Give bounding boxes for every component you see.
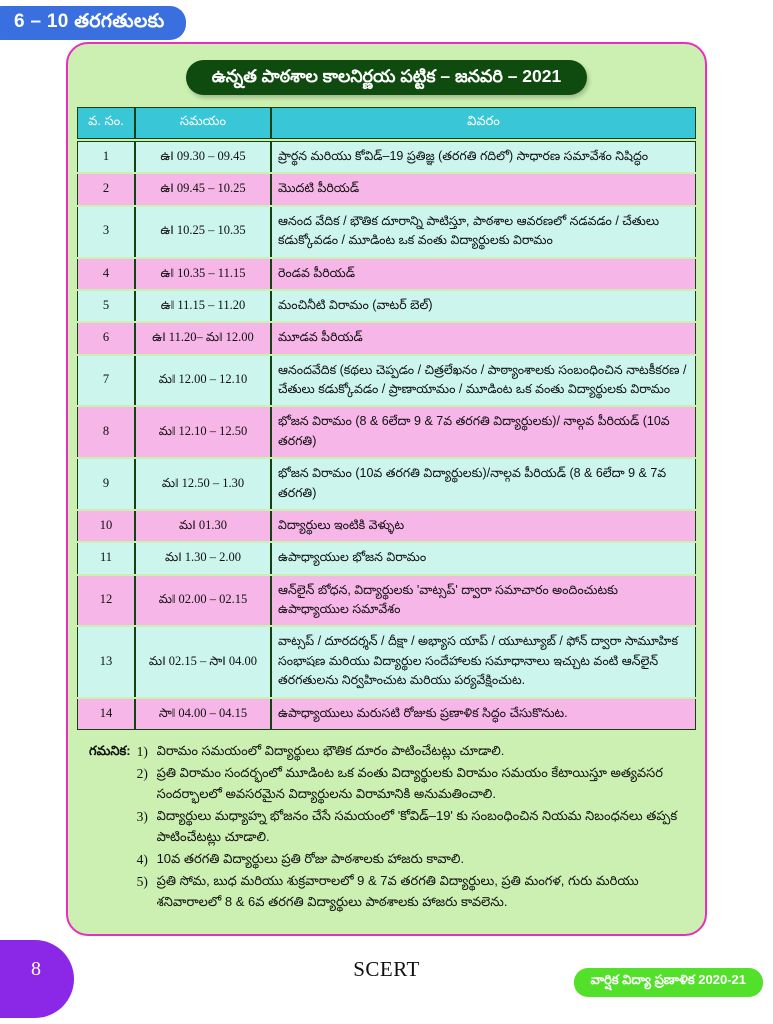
- note-item: [137, 741, 680, 763]
- cell-description: మంచినీటి విరామం (వాటర్ బెల్): [271, 291, 696, 321]
- note-number: 4): [136, 851, 148, 867]
- cell-time: ఉ‖ 11.15 – 11.20: [135, 291, 271, 321]
- cell-serial-number: 14: [77, 699, 135, 730]
- notes-section: [77, 732, 696, 924]
- title-banner: [77, 54, 696, 105]
- notes-lead-label: గమనిక:: [89, 742, 131, 758]
- cell-time: మ‖ 02.00 – 02.15: [135, 576, 271, 626]
- table-row: [77, 407, 696, 457]
- table-row: [77, 207, 696, 257]
- class-range-label: 6 – 10 తరగతులకు: [14, 11, 165, 32]
- cell-description: ఉపాధ్యాయులు మరుసటి రోజుకు ప్రణాళిక సిద్ధం చేసుకొనుట.: [271, 699, 696, 730]
- cell-description: ఆన్‌లైన్ బోధన, విద్యార్థులకు 'వాట్సప్' ద్వారా సమాచారం అందించుటకు ఉపాధ్యాయుల సమావేశం: [271, 576, 696, 626]
- cell-serial-number: 2: [77, 174, 135, 204]
- cell-serial-number: 11: [77, 543, 135, 573]
- cell-description: భోజన విరామం (8 & 6లేదా 9 & 7వ తరగతి విద్యార్థులకు)/ నాల్గవ పీరియడ్ (10వ తరగతి): [271, 407, 696, 457]
- notes-list: [137, 741, 680, 914]
- cell-time: ఉ‖ 09.30 – 09.45: [135, 141, 271, 172]
- cell-description: రెండవ పీరియడ్: [271, 259, 696, 289]
- header-row: [77, 107, 696, 139]
- cell-description: భోజన విరామం (10వ తరగతి విద్యార్థులకు)/నాల్గవ పీరియడ్ (8 & 6లేదా 9 & 7వ తరగతి): [271, 459, 696, 509]
- cell-serial-number: 8: [77, 407, 135, 457]
- cell-description: విద్యార్థులు ఇంటికి వెళ్ళుట: [271, 511, 696, 541]
- note-text: ప్రతి విరామం సందర్భంలో మూడింట ఒక వంతు విద్యార్థులకు విరామం సమయం కేటాయిస్తూ అత్యవసర సందర్భాలలో అవసరమైన విద్యార్థులను విరామానికి అనుమతించాలి.: [156, 765, 664, 802]
- table-row: [77, 576, 696, 626]
- column-header-sno: వ. సం.: [77, 107, 135, 139]
- note-text: 10వ తరగతి విద్యార్థులు ప్రతి రోజు పాఠశాలకు హాజరు కావాలి.: [156, 850, 465, 866]
- page-title: ఉన్నత పాఠశాల కాలనిర్ణయ పట్టిక – జనవరి – 2021: [186, 60, 588, 95]
- footer-pill-label: వార్షిక విద్యా ప్రణాళిక 2020-21: [574, 968, 763, 997]
- cell-serial-number: 7: [77, 356, 135, 406]
- cell-description: ప్రార్థన మరియు కోవిడ్‌–19 ప్రతిజ్ఞ (తరగతి గదిలో) సాధారణ సమావేశం నిషిద్ధం: [271, 141, 696, 172]
- table-row: [77, 543, 696, 573]
- note-number: 2): [136, 766, 148, 782]
- cell-time: ఉ‖ 11.20– మ‖ 12.00: [135, 323, 271, 353]
- note-text: ప్రతి సోమ, బుధ మరియు శుక్రవారాలలో 9 & 7వ తరగతి విద్యార్థులు, ప్రతి మంగళ, గురు మరియు శనివారాలలో 8 & 6వ తరగతి విద్యార్థులు పాఠశాలకు హాజరు కావలెను.: [156, 873, 639, 910]
- note-item: [137, 871, 680, 913]
- column-header-time: సమయం: [135, 107, 271, 139]
- note-item: [137, 806, 680, 848]
- cell-serial-number: 1: [77, 141, 135, 172]
- cell-description: ఆనందవేదిక (కథలు చెప్పడం / చిత్రలేఖనం / పాఠ్యాంశాలకు సంబంధించిన నాటకీకరణ / చేతులు కడుక్కోవడం / ప్రాణాయామం / మూడింట ఒక వంతు విద్యార్థులకు విరామం: [271, 356, 696, 406]
- note-number: 5): [136, 874, 148, 890]
- cell-serial-number: 10: [77, 511, 135, 541]
- cell-time: మ‖ 12.50 – 1.30: [135, 459, 271, 509]
- note-item: [137, 763, 680, 805]
- cell-description: ఉపాధ్యాయుల భోజన విరామం: [271, 543, 696, 573]
- table-row: [77, 511, 696, 541]
- table-row: [77, 356, 696, 406]
- page-number: 8: [31, 958, 41, 980]
- table-row: [77, 141, 696, 172]
- cell-time: ఉ‖ 10.25 – 10.35: [135, 207, 271, 257]
- cell-time: సా‖ 04.00 – 04.15: [135, 699, 271, 730]
- cell-time: ఉ‖ 09.45 – 10.25: [135, 174, 271, 204]
- cell-serial-number: 9: [77, 459, 135, 509]
- cell-description: మూడవ పీరియడ్: [271, 323, 696, 353]
- timetable: [77, 105, 696, 732]
- note-number: 3): [136, 809, 148, 825]
- timetable-card: [66, 42, 707, 936]
- note-text: విరామం సమయంలో విద్యార్థులు భౌతిక దూరం పాటించేటట్లు చూడాలి.: [156, 742, 505, 758]
- timetable-body: [77, 141, 696, 730]
- organization-label: SCERT: [353, 957, 420, 981]
- cell-description: మొదటి పీరియడ్: [271, 174, 696, 204]
- note-item: [137, 849, 680, 871]
- class-range-tab: [0, 6, 186, 40]
- cell-serial-number: 5: [77, 291, 135, 321]
- cell-time: మ‖ 02.15 – సా‖ 04.00: [135, 627, 271, 696]
- table-row: [77, 627, 696, 696]
- cell-time: మ‖ 01.30: [135, 511, 271, 541]
- table-row: [77, 291, 696, 321]
- cell-serial-number: 6: [77, 323, 135, 353]
- cell-serial-number: 4: [77, 259, 135, 289]
- cell-description: ఆనంద వేదిక / భౌతిక దూరాన్ని పాటిస్తూ, పాఠశాల ఆవరణలో నడవడం / చేతులు కడుక్కోవడం / మూడింట ఒక వంతు విద్యార్థులకు విరామం: [271, 207, 696, 257]
- table-row: [77, 174, 696, 204]
- cell-description: వాట్సప్ / దూరదర్శన్ / దీక్షా / అభ్యాస యాప్ / యూట్యూబ్ / ఫోన్ ద్వారా సామూహిక సంభాషణ మరియు విద్యార్థుల సందేహాలకు సమాధానాలు ఇచ్చుట వంటి ఆన్‌లైన్ తరగతులను నిర్వహించుట మరియు పర్యవేక్షించుట.: [271, 627, 696, 696]
- note-number: 1): [136, 743, 148, 759]
- column-header-desc: వివరం: [271, 107, 696, 139]
- cell-time: మ‖ 12.00 – 12.10: [135, 356, 271, 406]
- table-row: [77, 323, 696, 353]
- timetable-head: [77, 107, 696, 139]
- note-text: విద్యార్థులు మధ్యాహ్న భోజనం చేసే సమయంలో 'కోవిడ్‌–19' కు సంబంధించిన నియమ నిబంధనలు తప్పక పాటించేటట్లు చూడాలి.: [156, 808, 678, 844]
- cell-time: మ‖ 1.30 – 2.00: [135, 543, 271, 573]
- table-row: [77, 259, 696, 289]
- cell-serial-number: 3: [77, 207, 135, 257]
- table-row: [77, 459, 696, 509]
- cell-serial-number: 12: [77, 576, 135, 626]
- cell-time: ఉ‖ 10.35 – 11.15: [135, 259, 271, 289]
- cell-serial-number: 13: [77, 627, 135, 696]
- table-row: [77, 699, 696, 730]
- cell-time: మ‖ 12.10 – 12.50: [135, 407, 271, 457]
